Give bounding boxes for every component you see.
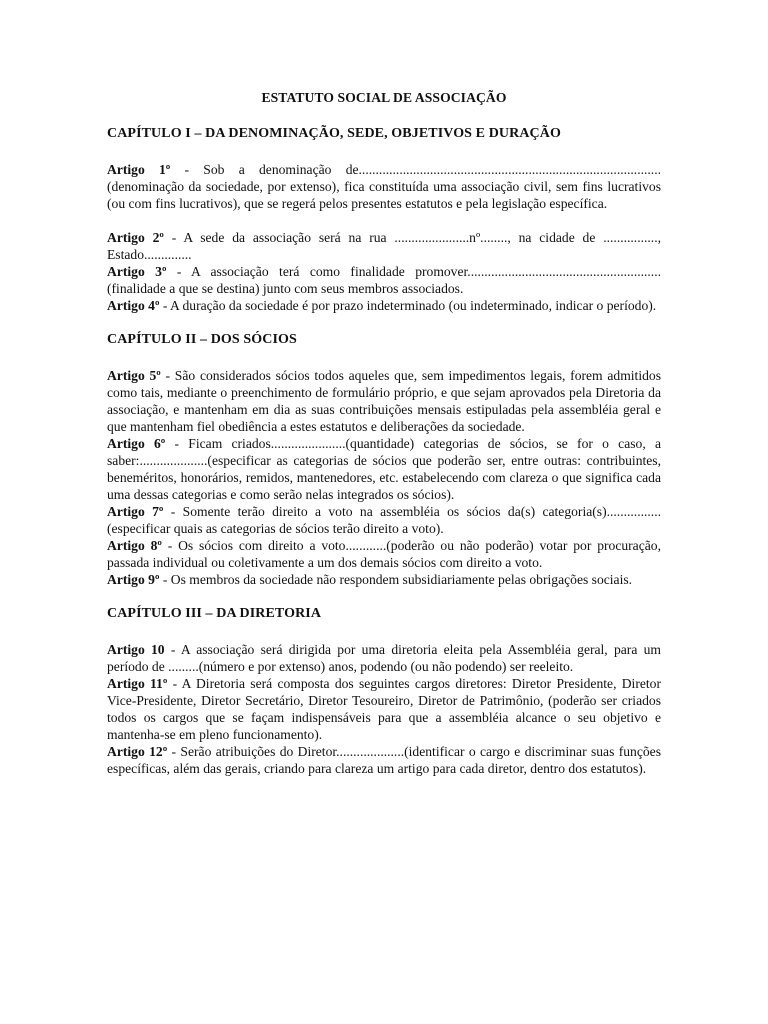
article-12 [107, 743, 661, 777]
article-text: - Somente terão direito a voto na assembléia os sócios da(s) categoria(s)................(especificar quais as categorias de sócios terão direito a voto). [107, 504, 661, 536]
article-10 [107, 641, 661, 675]
article-text: - Os membros da sociedade não respondem subsidiariamente pelas obrigações sociais. [159, 572, 633, 587]
article-label: Artigo 9º [107, 572, 160, 587]
document-title: ESTATUTO SOCIAL DE ASSOCIAÇÃO [261, 90, 507, 105]
document-body [107, 89, 661, 777]
article-text: - A Diretoria será composta dos seguintes cargos diretores: Diretor Presidente, Diretor Vice-Presidente, Diretor Secretário, Diretor Tesoureiro, Diretor de Patrimônio, (poderão ser criados todos os cargos que se façam indispensáveis para que a assembléia alcance o seu objetivo e mantenha-se em pleno funcionamento). [107, 676, 661, 742]
article-text: - Ficam criados......................(quantidade) categorias de sócios, se for o caso, a saber:....................(especificar as categorias de sócios que poderão ser, entre outras: contribuintes, beneméritos, honorários, remidos, mantenedores, etc. estabelecendo com clareza o que significa cada uma dessas categorias e como serão nelas integrados os sócios). [107, 436, 661, 502]
article-label: Artigo 11º [107, 676, 168, 691]
article-text: - A associação será dirigida por uma diretoria eleita pela Assembléia geral, para um período de .........(número e por extenso) anos, podendo (ou não podendo) ser reeleito. [107, 642, 661, 674]
article-text: - Os sócios com direito a voto............(poderão ou não poderão) votar por procuração, passada individual ou coletivamente a um dos demais sócios com direito a voto. [107, 538, 661, 570]
article-2 [107, 229, 661, 263]
article-9 [107, 571, 661, 588]
article-label: Artigo 4º [107, 298, 160, 313]
article-label: Artigo 12º [107, 744, 168, 759]
chapter-heading: CAPÍTULO I – DA DENOMINAÇÃO, SEDE, OBJETIVOS E DURAÇÃO [107, 126, 561, 141]
article-8 [107, 537, 661, 571]
article-label: Artigo 8º [107, 538, 162, 553]
article-11 [107, 675, 661, 743]
article-label: Artigo 6º [107, 436, 166, 451]
article-1 [107, 161, 661, 212]
chapter-heading: CAPÍTULO III – DA DIRETORIA [107, 606, 322, 621]
article-label: Artigo 5º [107, 368, 161, 383]
article-label: Artigo 3º [107, 264, 167, 279]
article-text: - A duração da sociedade é por prazo indeterminado (ou indeterminado, indicar o período). [159, 298, 657, 313]
article-3 [107, 263, 661, 297]
article-4 [107, 297, 661, 314]
article-text: - Sob a denominação de......................................................................................... (denominação da sociedade, por extenso), fica constituída uma associação civil, sem fins lucrativos (ou com fins lucrativos), que se regerá pelos presentes estatutos e pela legislação específica. [107, 162, 661, 211]
article-text: - São considerados sócios todos aqueles que, sem impedimentos legais, forem admitidos como tais, mediante o preenchimento de formulário próprio, e que sejam aprovados pela Diretoria da associação, e mantenham em dia as suas contribuições mensais estipuladas pela assembléia geral e que mantenham fiel obediência a estes estatutos e deliberações da sociedade. [107, 368, 661, 434]
article-label: Artigo 10 [107, 642, 165, 657]
article-label: Artigo 2º [107, 230, 164, 245]
article-5 [107, 367, 661, 435]
article-text: - A associação terá como finalidade promover......................................................... (finalidade a que se destina) junto com seus membros associados. [107, 264, 662, 296]
article-label: Artigo 1º [107, 162, 171, 177]
chapter-heading: CAPÍTULO II – DOS SÓCIOS [107, 332, 297, 347]
article-text: - Serão atribuições do Diretor....................(identificar o cargo e discriminar suas funções específicas, além das gerais, criando para clareza um artigo para cada diretor, dentro dos estatutos). [107, 744, 661, 776]
article-6 [107, 435, 661, 503]
article-7 [107, 503, 661, 537]
article-label: Artigo 7º [107, 504, 164, 519]
article-text: - A sede da associação será na rua ......................nº........, na cidade de ................, Estado.............. [107, 230, 661, 262]
